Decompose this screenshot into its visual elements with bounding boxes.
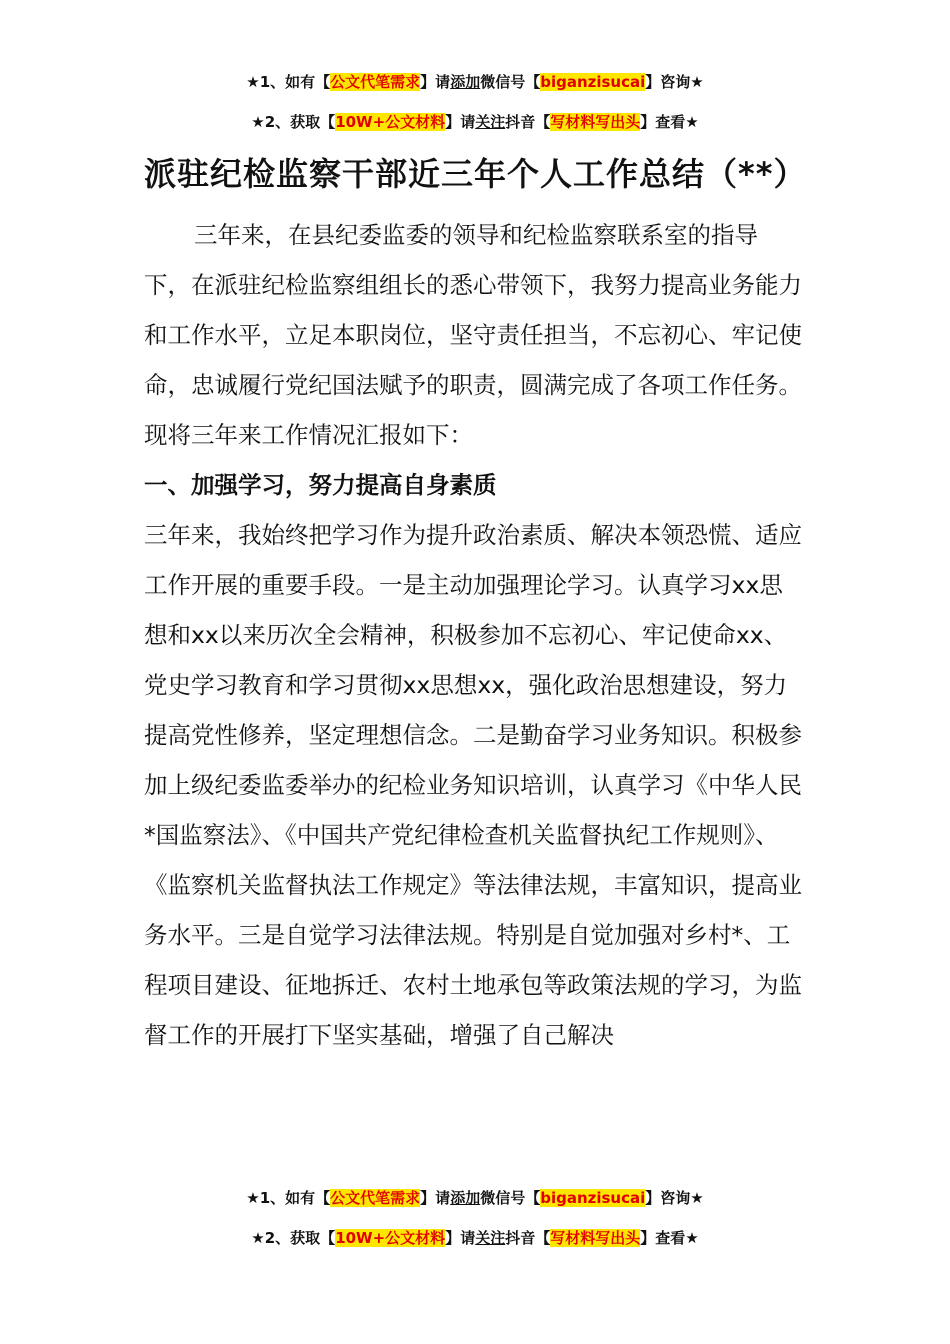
- banner-highlight: 10W+公文材料: [335, 113, 446, 131]
- banner-text: 】咨询★: [645, 73, 704, 91]
- banner-highlight: 10W+公文材料: [335, 1229, 446, 1247]
- banner-underlined: 关注: [475, 113, 506, 131]
- banner-wechat-id: biganzisucai: [540, 1189, 646, 1207]
- banner-douyin-id: 写材料写出头: [550, 113, 641, 131]
- banner-line-1: [0, 62, 950, 102]
- document-body: [144, 150, 807, 1060]
- section-body-1: 三年来，我始终把学习作为提升政治素质、解决本领恐慌、适应工作开展的重要手段。一是主动加强理论学习。认真学习xx思想和xx以来历次全会精神，积极参加不忘初心、牢记使命xx、党史学习教育和学习贯彻xx思想xx，强化政治思想建设，努力提高党性修养，坚定理想信念。二是勤奋学习业务知识。积极参加上级纪委监委举办的纪检业务知识培训，认真学习《中华人民*国监察法》、《中国共产党纪律检查机关监督执纪工作规则》、《监察机关监督执法工作规定》等法律法规，丰富知识，提高业务水平。三是自觉学习法律法规。特别是自觉加强对乡村*、工程项目建设、征地拆迁、农村土地承包等政策法规的学习，为监督工作的开展打下坚实基础，增强了自己解决: [144, 521, 802, 1049]
- banner-text: 】请: [420, 1189, 451, 1207]
- banner-underlined: 关注: [475, 1229, 506, 1247]
- banner-text: 抖音【: [505, 113, 551, 131]
- banner-text: 】请: [420, 73, 451, 91]
- banner-douyin-id: 写材料写出头: [550, 1229, 641, 1247]
- banner-line-2: [0, 1218, 950, 1258]
- banner-text: ★1、如有【: [246, 1189, 331, 1207]
- header-banner: [0, 62, 950, 142]
- banner-wechat-id: biganzisucai: [540, 73, 646, 91]
- banner-highlight: 公文代笔需求: [330, 1189, 421, 1207]
- banner-text: 】咨询★: [645, 1189, 704, 1207]
- banner-text: 】查看★: [640, 1229, 699, 1247]
- banner-text: ★2、获取【: [251, 113, 336, 131]
- banner-text: 微信号【: [480, 1189, 541, 1207]
- banner-text: 】查看★: [640, 113, 699, 131]
- banner-text: ★2、获取【: [251, 1229, 336, 1247]
- document-title: 派驻纪检监察干部近三年个人工作总结（**）: [144, 155, 807, 193]
- banner-text: 微信号【: [480, 73, 541, 91]
- banner-text: 抖音【: [505, 1229, 551, 1247]
- banner-text: 】请: [445, 113, 476, 131]
- banner-underlined: 添加: [450, 1189, 481, 1207]
- banner-text: 】请: [445, 1229, 476, 1247]
- banner-underlined: 添加: [450, 73, 481, 91]
- banner-highlight: 公文代笔需求: [330, 73, 421, 91]
- banner-line-1: [0, 1178, 950, 1218]
- banner-line-2: [0, 102, 950, 142]
- section-heading-1: 一、加强学习，努力提高自身素质: [144, 471, 497, 499]
- banner-text: ★1、如有【: [246, 73, 331, 91]
- footer-banner: [0, 1178, 950, 1258]
- intro-paragraph: 三年来，在县纪委监委的领导和纪检监察联系室的指导下，在派驻纪检监察组组长的悉心带领下，我努力提高业务能力和工作水平，立足本职岗位，坚守责任担当，不忘初心、牢记使命，忠诚履行党纪国法赋予的职责，圆满完成了各项工作任务。现将三年来工作情况汇报如下：: [144, 221, 802, 449]
